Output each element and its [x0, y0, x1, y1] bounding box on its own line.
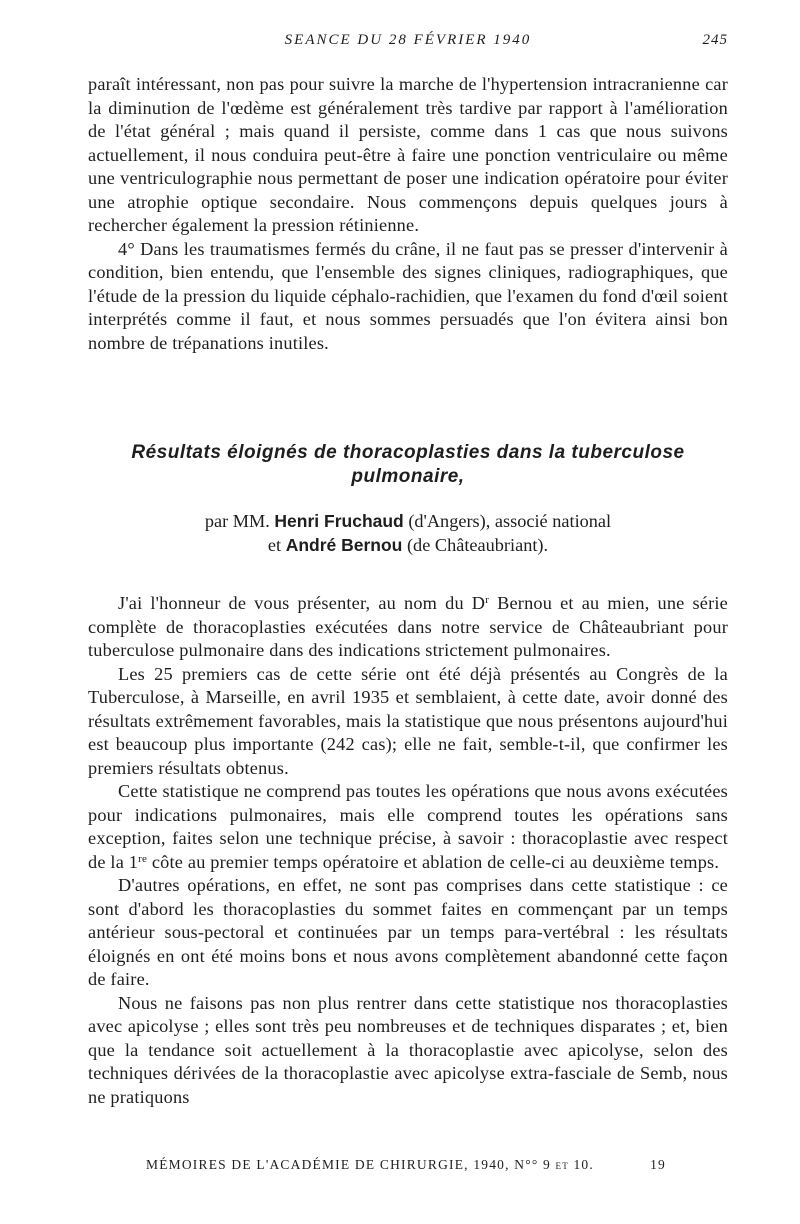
author-affiliation: (d'Angers), associé national [408, 511, 612, 531]
paragraph [88, 780, 728, 874]
paragraph: paraît intéressant, non pas pour suivre la marche de l'hypertension intracranienne car la diminution de l'œdème est généralement très tardive par rapport à l'amélioration de l'état général ; mais quand il persiste, comme dans 1 cas que nous suivons actuellement, il nous conduira peut-être à faire une ponction ventriculaire ou même une ventriculographie nous permettant de poser une indication opératoire pour éviter une atrophie optique secondaire. Nous commençons depuis quelques jours à rechercher également la pression rétinienne. [88, 74, 728, 235]
author-name: André Bernou [285, 535, 403, 555]
footer-number: 19 [650, 1157, 666, 1172]
paragraph: D'autres opérations, en effet, ne sont pas comprises dans cette statistique : ce sont d'abord les thoracoplasties du sommet faites en commençant par un temps antérieur sous-pectoral et continuées par un temps para-vertébral : les résultats éloignés en ont été moins bons et nous avons complètement abandonné cette façon de faire. [88, 875, 728, 989]
article-title-line: pulmonaire, [351, 466, 465, 487]
superscript: r [485, 594, 490, 606]
page-footer [88, 1157, 728, 1179]
article-title [88, 441, 728, 489]
byline-conjunction: et [267, 535, 282, 555]
running-head-title: SEANCE DU 28 FÉVRIER 1940 [284, 32, 532, 48]
text-run: J'ai l'honneur de vous présenter, au nom du D [118, 593, 486, 613]
text-run: Cette statistique ne comprend pas toutes les opérations que nous avons exécutées pour indications pulmonaires, mais elle comprend toutes les opérations sans exception, faites selon une technique précise, à savoir : thoracoplastie avec respect de la 1 [88, 781, 728, 872]
page-number: 245 [702, 32, 728, 48]
author-line-1 [88, 509, 728, 533]
paragraph [88, 592, 728, 663]
running-head [88, 32, 728, 54]
author-line-2 [88, 533, 728, 557]
superscript: re [138, 852, 148, 865]
paragraph: Nous ne faisons pas non plus rentrer dans cette statistique nos thoracoplasties avec apicolyse ; elles sont très peu nombreuses et de techniques disparates ; et, bien que la tendance soit actuellement à la thoracoplastie avec apicolyse, selon des techniques dérivées de la thoracoplastie avec apicolyse extra-fasciale de Semb, nous ne pratiquons [88, 992, 728, 1107]
previous-article-text [88, 73, 728, 355]
author-affiliation: (de Châteaubriant). [406, 535, 549, 555]
article-title-line: Résultats éloignés de thoracoplasties dans la tuberculose [131, 442, 685, 463]
paragraph: Les 25 premiers cas de cette série ont été déjà présentés au Congrès de la Tuberculose, à Marseille, en avril 1935 et semblaient, à cette date, avoir donné des résultats extrêmement favorables, mais la statistique que nous présentons aujourd'hui est beaucoup plus importante (242 cas); elle ne fait, semble-t-il, que confirmer les premiers résultats obtenus. [88, 663, 728, 778]
author-byline [88, 509, 728, 557]
footer-journal: MÉMOIRES DE L'ACADÉMIE DE CHIRURGIE, 1940, N°° 9 et 10. [146, 1157, 594, 1172]
byline-prefix: par MM. [204, 511, 270, 531]
text-run: Bernou et au mien, une série complète de thoracoplasties exécutées dans notre service de Châteaubriant pour tuberculose pulmonaire dans des indications strictement pulmonaires. [88, 593, 728, 660]
text-run: côte au premier temps opératoire et ablation de celle-ci au deuxième temps. [147, 851, 720, 872]
paragraph: 4° Dans les traumatismes fermés du crâne, il ne faut pas se presser d'intervenir à condition, bien entendu, que l'ensemble des signes cliniques, radiographiques, que l'étude de la pression du liquide céphalo-rachidien, que l'examen du fond d'œil soient interprétés comme il faut, et nous sommes persuadés que l'on évitera ainsi bon nombre de trépanations inutiles. [88, 238, 728, 353]
author-name: Henri Fruchaud [274, 511, 404, 531]
article-body [88, 592, 728, 1109]
